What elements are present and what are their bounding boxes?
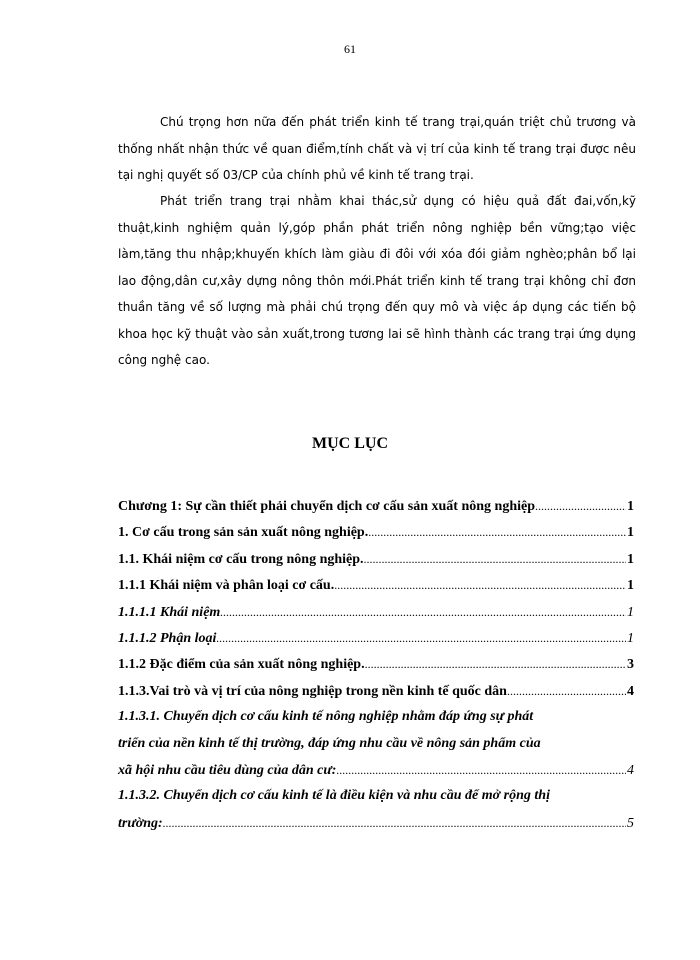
- table-of-contents: [118, 493, 634, 836]
- toc-entry-label-line: xã hội nhu cầu tiêu dùng của dân cư:: [118, 762, 337, 778]
- toc-entry-page: 3: [627, 657, 634, 673]
- paragraph-2: [118, 188, 636, 374]
- toc-entry-label: 1.1.3.Vai trò và vị trí của nông nghiệp trong nền kinh tế quốc dân: [118, 683, 507, 699]
- toc-entry-label: 1.1.2 Đặc điểm của sản xuất nông nghiệp.: [118, 657, 365, 673]
- toc-entry-label: 1.1.1.1 Khái niệm: [118, 604, 221, 620]
- toc-entry-page: 1: [627, 604, 634, 620]
- toc-entry-label: Chương 1: Sự cần thiết phải chuyển dịch cơ cấu sản xuất nông nghiệp: [118, 499, 536, 514]
- paragraph-1: [118, 109, 636, 189]
- toc-entry-label: 1.1.1 Khái niệm và phân loại cơ cấu.: [118, 578, 335, 594]
- toc-leader: [535, 493, 626, 520]
- toc-entry-label: 1.1. Khái niệm cơ cấu trong nông nghiệp.: [118, 551, 364, 567]
- paragraph-2-text: Phát triển trang trại nhằm khai thác,sử dụng có hiệu quả đất đai,vốn,kỹ thuật,kinh nghiệm quản lý,góp phần phát triển nông nghiệp bền vững;tạo việc làm,tăng thu nhập;khuyến khích làm giàu đi đôi với xóa đói giảm nghèo;phân bổ lại lao động,dân cư,xây dựng nông thôn mới.Phát triển kinh tế trang trại không chỉ đơn thuần tăng về số lượng mà phải chú trọng đến quy mô và việc áp dụng các tiến bộ khoa học kỹ thuật vào sản xuất,trong tương lai sẽ hình thành các trang trại ứng dụng công nghệ cao.: [118, 194, 636, 367]
- paragraph-1-text: Chú trọng hơn nữa đến phát triển kinh tế trang trại,quán triệt chủ trương và thống nhất nhận thức về quan điểm,tính chất và vị trí của kinh tế trang trại được nêu tại nghị quyết số 03/CP của chính phủ về kinh tế trang trại.: [118, 115, 636, 182]
- page-number: 61: [344, 42, 356, 56]
- toc-entry[interactable]: [118, 651, 634, 677]
- toc-entry[interactable]: [118, 678, 634, 704]
- toc-entry[interactable]: [118, 519, 634, 545]
- toc-entry[interactable]: [118, 599, 634, 625]
- toc-leader: [365, 651, 626, 678]
- toc-leader: [368, 519, 626, 546]
- toc-entry-page: 4: [627, 683, 634, 699]
- toc-leader: [336, 757, 626, 784]
- toc-entry-page: 1: [627, 578, 634, 594]
- toc-entry-page: 1: [627, 630, 634, 646]
- toc-entry[interactable]: [118, 704, 634, 783]
- toc-entry-label-line: trường:: [118, 815, 163, 831]
- toc-entry[interactable]: [118, 625, 634, 651]
- toc-title: MỤC LỤC: [312, 435, 388, 452]
- toc-entry-label: 1. Cơ cấu trong sản sản xuất nông nghiệp.: [118, 525, 369, 541]
- toc-entry-page: 1: [627, 499, 634, 514]
- toc-entry-page: 1: [627, 525, 634, 541]
- toc-entry[interactable]: [118, 783, 634, 836]
- toc-entry-label-line: triển của nền kinh tế thị trường, đáp ứng nhu cầu về nông sản phẩm của: [118, 735, 541, 751]
- toc-entry-page: 4: [627, 762, 634, 778]
- toc-entry-label: 1.1.1.2 Phận loại: [118, 630, 217, 646]
- toc-leader: [507, 678, 626, 705]
- toc-entry[interactable]: [118, 572, 634, 598]
- toc-leader: [364, 546, 626, 573]
- toc-entry-label-line: 1.1.3.1. Chuyển dịch cơ cấu kinh tế nông nghiệp nhằm đáp ứng sự phát: [118, 709, 534, 725]
- toc-leader: [220, 599, 626, 626]
- toc-leader: [334, 572, 626, 599]
- toc-entry[interactable]: [118, 546, 634, 572]
- toc-entry-page: 1: [627, 551, 634, 567]
- toc-entry-label-line: 1.1.3.2. Chuyển dịch cơ cấu kinh tế là điều kiện và nhu cầu để mở rộng thị: [118, 788, 550, 804]
- toc-leader: [163, 810, 626, 837]
- toc-entry-page: 5: [627, 815, 634, 831]
- toc-leader: [216, 625, 626, 652]
- toc-entry[interactable]: [118, 493, 634, 519]
